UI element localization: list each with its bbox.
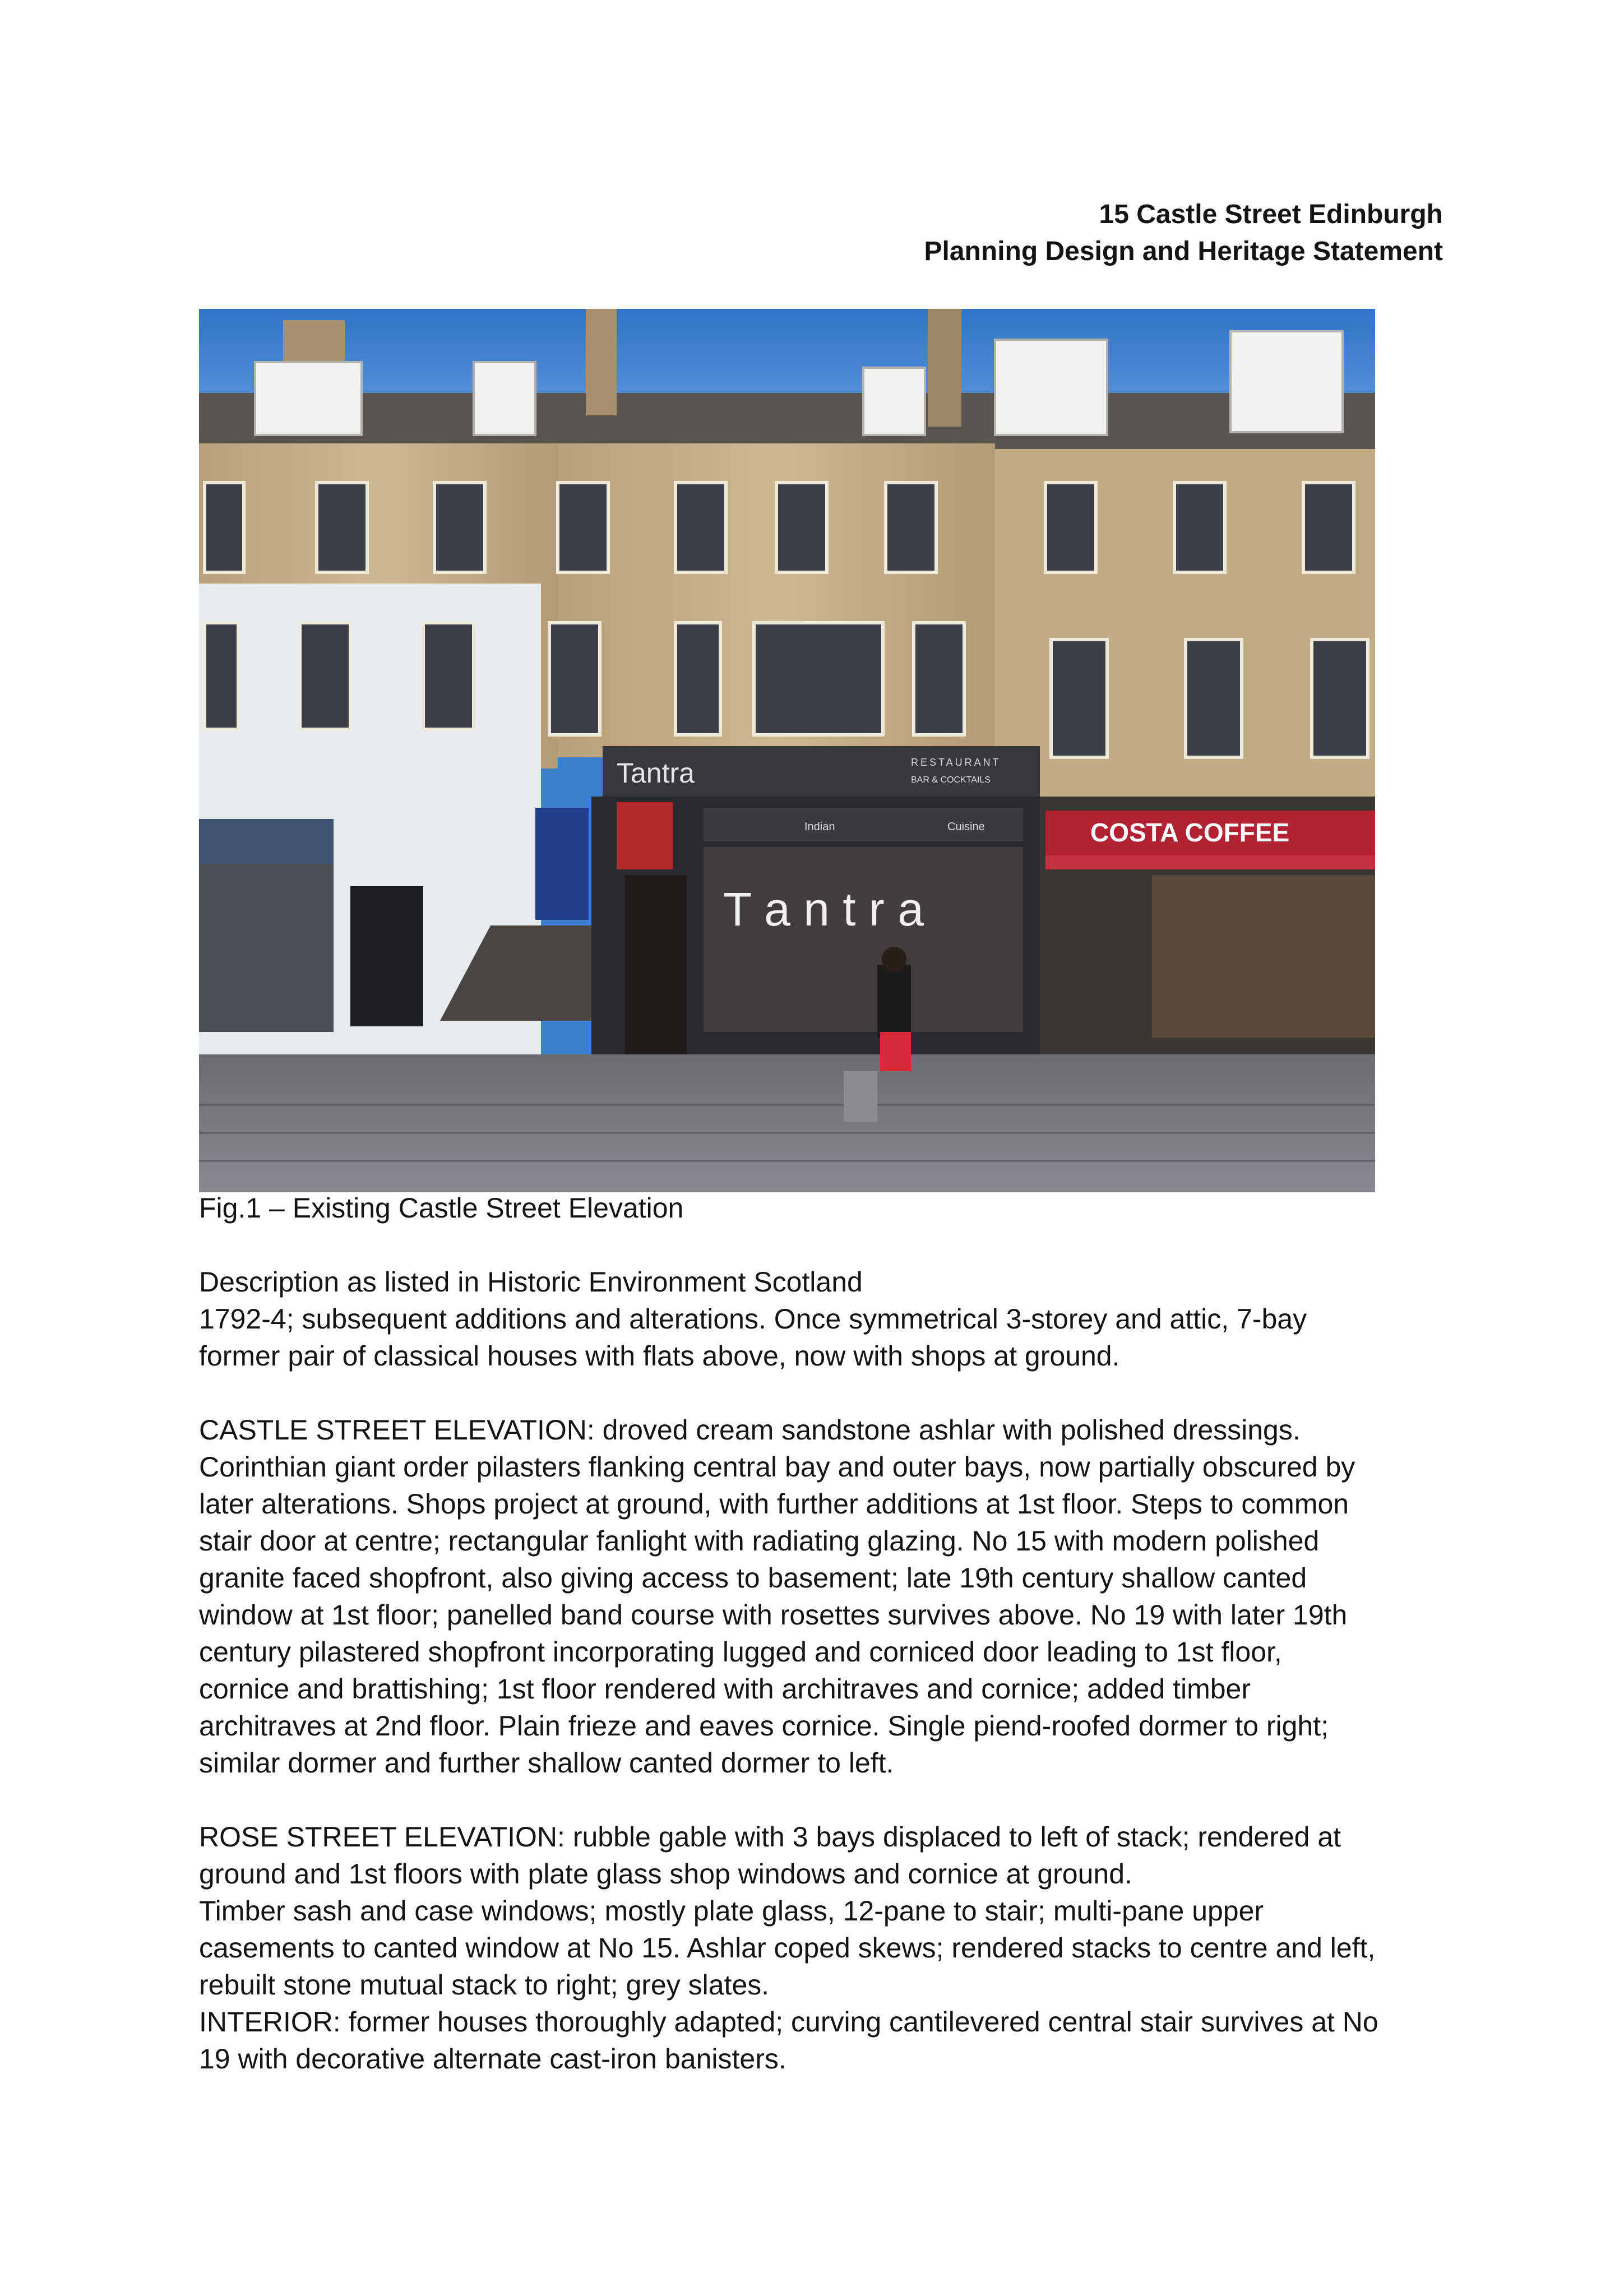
- chimney: [928, 309, 961, 427]
- text-line: ground and 1st floors with plate glass shop windows and cornice at ground.: [199, 1858, 1132, 1890]
- shop-window: [704, 847, 1023, 1032]
- text-line: century pilastered shopfront incorporating lugged and corniced door leading to 1st floor,: [199, 1636, 1282, 1668]
- window: [434, 483, 485, 572]
- pedestrian-skirt: [880, 1032, 911, 1071]
- pavement: [199, 1054, 1375, 1192]
- text-line: Timber sash and case windows; mostly plate glass, 12-pane to stair; multi-pane upper: [199, 1895, 1264, 1927]
- text-line: Description as listed in Historic Environment Scotland: [199, 1266, 863, 1298]
- cuisine-text: Cuisine: [947, 821, 985, 833]
- text-line: former pair of classical houses with flats above, now with shops at ground.: [199, 1340, 1120, 1372]
- tantra-door: [625, 875, 687, 1066]
- paragraph-gap: [199, 1374, 1455, 1411]
- window: [1174, 483, 1225, 572]
- dormer: [1230, 331, 1343, 432]
- window: [886, 483, 936, 572]
- left-shop-fascia: [199, 819, 334, 864]
- left-doorway: [350, 886, 423, 1026]
- text-line: INTERIOR: former houses thoroughly adapted; curving cantilevered central stair survives at No: [199, 2006, 1378, 2038]
- text-line: similar dormer and further shallow canted dormer to left.: [199, 1747, 894, 1779]
- dormer: [474, 362, 535, 435]
- window: [776, 483, 827, 572]
- blue-door: [535, 808, 589, 920]
- window: [317, 483, 367, 572]
- header-title: 15 Castle Street Edinburgh: [1099, 200, 1443, 229]
- window: [1186, 640, 1242, 757]
- window: [1051, 640, 1107, 757]
- text-line: architraves at 2nd floor. Plain frieze and eaves cornice. Single piend-roofed dormer to right;: [199, 1710, 1329, 1742]
- document-header: [924, 196, 1443, 270]
- window: [205, 623, 238, 729]
- text-line: casements to canted window at No 15. Ashlar coped skews; rendered stacks to centre and left,: [199, 1932, 1376, 1964]
- chimney: [586, 309, 617, 415]
- text-line: 19 with decorative alternate cast-iron banisters.: [199, 2043, 786, 2075]
- window: [754, 623, 883, 735]
- pedestrian: [877, 965, 911, 1038]
- text-line: CASTLE STREET ELEVATION: droved cream sandstone ashlar with polished dressings.: [199, 1414, 1301, 1446]
- text-line: cornice and brattishing; 1st floor rendered with architraves and cornice; added timber: [199, 1673, 1251, 1705]
- costa-window: [1152, 875, 1375, 1038]
- indian-text: Indian: [804, 821, 835, 833]
- text-line: granite faced shopfront, also giving access to basement; late 19th century shallow canted: [199, 1562, 1307, 1594]
- window: [1312, 640, 1368, 757]
- window: [675, 483, 726, 572]
- window: [1045, 483, 1096, 572]
- text-line: later alterations. Shops project at ground, with further additions at 1st floor. Steps to common: [199, 1488, 1349, 1520]
- bar-cocktails-text: BAR & COCKTAILS: [911, 775, 991, 785]
- text-line: rebuilt stone mutual stack to right; grey slates.: [199, 1969, 770, 2001]
- building-photo-illustration: [199, 309, 1375, 1192]
- costa-text: COSTA COFFEE: [1090, 818, 1290, 847]
- tantra-fascia-text: Tantra: [617, 757, 695, 789]
- tantra-window-text: T a n t r a: [723, 883, 924, 936]
- listing-description: [199, 1263, 1455, 2077]
- figure-caption: Fig.1 – Existing Castle Street Elevation: [199, 1192, 684, 1224]
- window: [300, 623, 350, 729]
- text-line: stair door at centre; rectangular fanlight with radiating glazing. No 15 with modern polished: [199, 1525, 1320, 1557]
- paragraph-gap: [199, 1781, 1455, 1818]
- dormer: [863, 368, 925, 435]
- window: [423, 623, 474, 729]
- window: [558, 483, 608, 572]
- window: [675, 623, 720, 735]
- costa-awning: [1045, 855, 1375, 869]
- text-line: 1792-4; subsequent additions and alterations. Once symmetrical 3-storey and attic, 7-bay: [199, 1303, 1307, 1335]
- window: [549, 623, 600, 735]
- restaurant-text: RESTAURANT: [911, 757, 1001, 768]
- window: [914, 623, 964, 735]
- text-line: ROSE STREET ELEVATION: rubble gable with 3 bays displaced to left of stack; rendered at: [199, 1821, 1341, 1853]
- text-line: window at 1st floor; panelled band course with rosettes survives above. No 19 with later 19th: [199, 1599, 1348, 1631]
- window: [1303, 483, 1354, 572]
- posters: [617, 802, 673, 869]
- window: [205, 483, 244, 572]
- street-elevation-photo: [199, 309, 1375, 1192]
- dormer: [255, 362, 362, 435]
- header-subtitle: Planning Design and Heritage Statement: [924, 237, 1443, 266]
- left-shop-window: [199, 864, 334, 1032]
- dormer: [995, 340, 1107, 435]
- pedestrian-head: [882, 947, 906, 971]
- bollard: [844, 1071, 877, 1122]
- text-line: Corinthian giant order pilasters flanking central bay and outer bays, now partially obscured by: [199, 1451, 1355, 1483]
